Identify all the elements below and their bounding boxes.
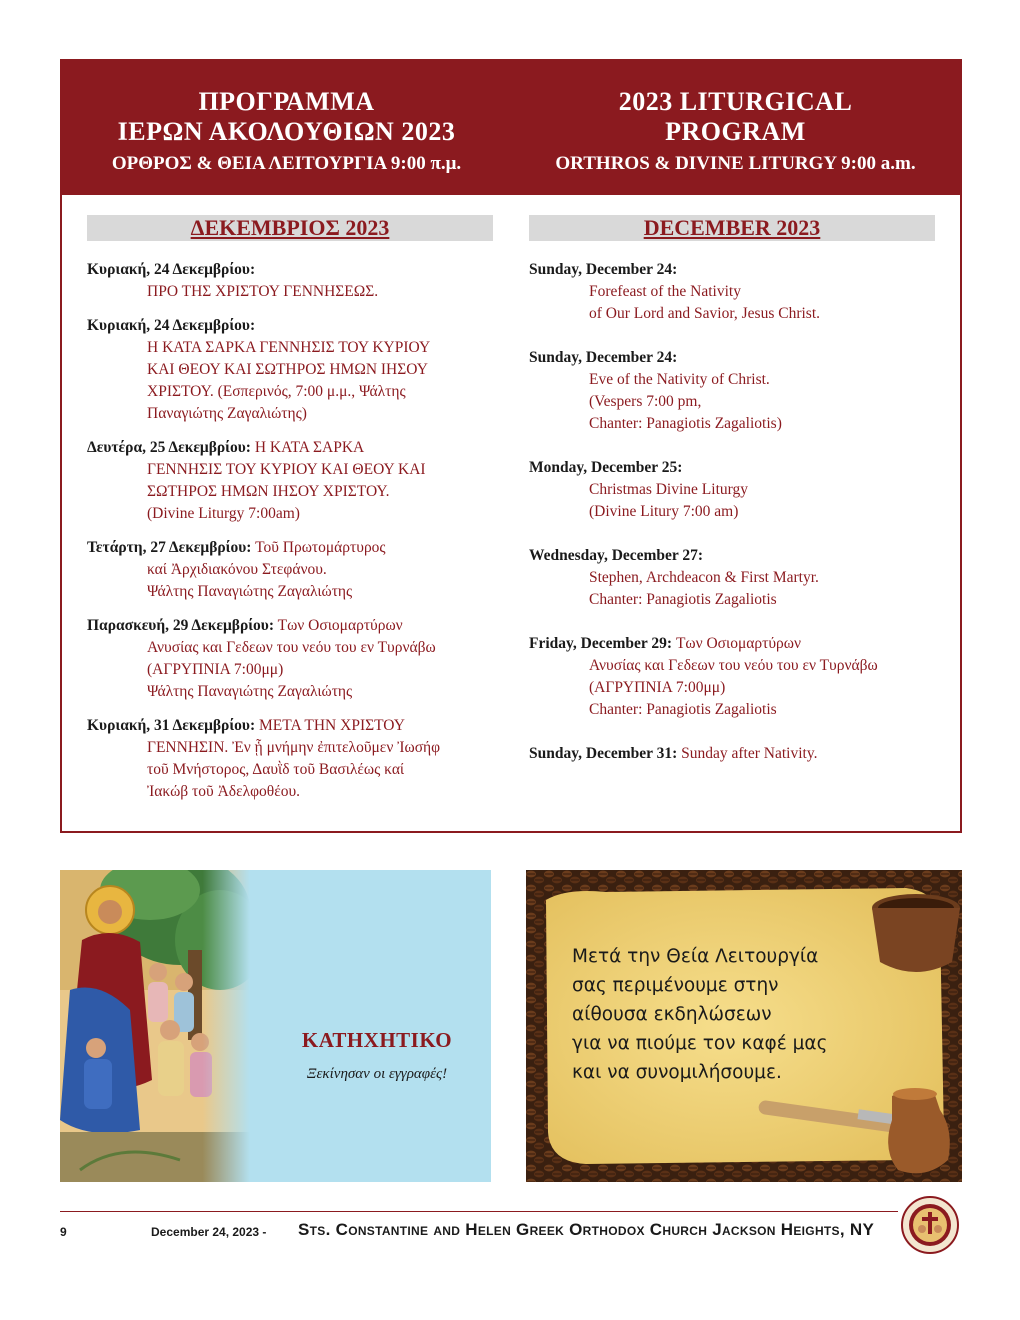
- entry-service-line: ΣΩΤΗΡΟΣ ΗΜΩΝ ΙΗΣΟΥ ΧΡΙΣΤΟΥ.: [147, 483, 390, 500]
- entry-service-line: of Our Lord and Savior, Jesus Christ.: [589, 305, 820, 322]
- entry-service-line: Η ΚΑΤΑ ΣΑΡΚΑ ΓΕΝΝΗΣΙΣ ΤΟΥ ΚΥΡΙΟΥ: [147, 339, 431, 356]
- entry-service-line: ΓΕΝΝΗΣΙΝ. Ἐν ᾗ μνήμην ἐπιτελοῦμεν Ἰωσήφ: [147, 739, 441, 756]
- entry-day: Sunday, December 24:: [529, 261, 678, 278]
- catechism-ad: [60, 870, 491, 1182]
- entry-service-inline: Των Οσιομαρτύρων: [675, 635, 801, 652]
- coffee-ad-line: και να συνομιλήσουμε.: [572, 1062, 782, 1083]
- coffee-ad-line: σας περιμένουμε στην: [572, 975, 779, 996]
- english-schedule-entry: [529, 633, 949, 721]
- greek-schedule-entry: [87, 615, 507, 703]
- greek-schedule-entry: [87, 315, 507, 425]
- english-month-heading: DECEMBER 2023: [529, 215, 935, 241]
- entry-service-line: ΚΑΙ ΘΕΟΥ ΚΑΙ ΣΩΤΗΡΟΣ ΗΜΩΝ ΙΗΣΟΥ: [147, 361, 428, 378]
- entry-service-inline: Sunday after Nativity.: [681, 745, 818, 762]
- entry-service-line: Chanter: Panagiotis Zagaliotis): [589, 415, 782, 432]
- greek-schedule-entry: [87, 537, 507, 603]
- footer-church-name: Sts. Constantine and Helen Greek Orthodox Church Jackson Heights, NY: [298, 1220, 875, 1239]
- entry-service-line: (Divine Liturgy 7:00am): [147, 505, 300, 522]
- entry-service-line: Eve of the Nativity of Christ.: [589, 371, 770, 388]
- entry-service-inline: ΜΕΤΑ ΤΗΝ ΧΡΙΣΤΟΥ: [258, 717, 405, 734]
- english-schedule-entry: [529, 743, 949, 765]
- english-schedule-entry: [529, 457, 949, 523]
- greek-subtitle: ΟΡΘΡΟΣ & ΘΕΙΑ ΛΕΙΤΟΥΡΓΙΑ 9:00 π.μ.: [111, 153, 462, 174]
- page-number: 9: [60, 1225, 67, 1239]
- footer-rule: [60, 1211, 898, 1212]
- entry-service-line: τοῦ Μνήστορος, Δαυῒδ τοῦ Βασιλέως καί: [147, 761, 405, 778]
- english-schedule-entry: [529, 347, 949, 435]
- catechism-subtitle: Ξεκίνησαν οι εγγραφές!: [306, 1066, 448, 1082]
- english-schedule: [529, 259, 949, 787]
- greek-schedule: [87, 259, 507, 815]
- entry-service-line: Ανυσίας και Γεδεων του νεόυ του εν Τυρνάβω: [147, 639, 436, 656]
- coffee-cup-icon: [866, 892, 962, 980]
- coffee-ad-text: [572, 942, 872, 1087]
- entry-service-line: Ψάλτης Παναγιώτης Ζαγαλιώτης: [147, 583, 353, 600]
- entry-service-line: Ἰακώβ τοῦ Ἀδελφοθέου.: [147, 783, 301, 800]
- entry-service-line: (Vespers 7:00 pm,: [589, 393, 702, 410]
- greek-schedule-entry: [87, 715, 507, 803]
- catechism-title: ΚΑΤΗΧΗΤΙΚΟ: [301, 1028, 453, 1052]
- entry-day: Κυριακή, 31 Δεκεμβρίου:: [87, 717, 256, 734]
- footer-date: December 24, 2023 -: [151, 1225, 267, 1239]
- entry-service-line: ΠΡΟ ΤΗΣ ΧΡΙΣΤΟΥ ΓΕΝΝΗΣΕΩΣ.: [147, 283, 379, 300]
- english-subtitle: ORTHROS & DIVINE LITURGY 9:00 a.m.: [555, 153, 916, 174]
- entry-service-line: (ΑΓΡΥΠΝΙΑ 7:00μμ): [147, 661, 284, 678]
- english-schedule-entry: [529, 259, 949, 325]
- english-schedule-entry: [529, 545, 949, 611]
- coffee-hour-ad: [526, 870, 962, 1182]
- entry-service-line: Stephen, Archdeacon & First Martyr.: [589, 569, 819, 586]
- entry-service-line: Chanter: Panagiotis Zagaliotis: [589, 591, 777, 608]
- english-header: [511, 87, 960, 179]
- entry-service-line: Ανυσίας και Γεδεων του νεόυ του εν Τυρνάβω: [589, 657, 878, 674]
- coffee-ad-line: για να πιούμε τον καφέ μας: [572, 1033, 828, 1054]
- program-header: [62, 61, 960, 195]
- coffee-ad-line: Μετά την Θεία Λειτουργία: [572, 946, 819, 967]
- entry-service-line: Παναγιώτης Ζαγαλιώτης): [147, 405, 307, 422]
- entry-day: Δευτέρα, 25 Δεκεμβρίου:: [87, 439, 251, 456]
- greek-schedule-entry: [87, 437, 507, 525]
- entry-service-line: (Divine Litury 7:00 am): [589, 503, 739, 520]
- entry-service-line: (ΑΓΡΥΠΝΙΑ 7:00μμ): [589, 679, 726, 696]
- entry-service-line: Forefeast of the Nativity: [589, 283, 741, 300]
- entry-service-line: Ψάλτης Παναγιώτης Ζαγαλιώτης: [147, 683, 353, 700]
- entry-service-line: Chanter: Panagiotis Zagaliotis: [589, 701, 777, 718]
- church-seal-icon: [901, 1196, 959, 1254]
- entry-service-line: Christmas Divine Liturgy: [589, 481, 749, 498]
- entry-day: Παρασκευή, 29 Δεκεμβρίου:: [87, 617, 275, 634]
- entry-day: Τετάρτη, 27 Δεκεμβρίου:: [87, 539, 252, 556]
- liturgical-program: [60, 59, 962, 833]
- greek-title-line-1: ΠΡΟΓΡΑΜΜΑ: [198, 87, 375, 116]
- english-title-line-2: PROGRAM: [665, 117, 806, 146]
- entry-day: Sunday, December 24:: [529, 349, 678, 366]
- coffee-ad-line: αίθουσα εκδηλώσεων: [572, 1004, 772, 1025]
- entry-day: Κυριακή, 24 Δεκεμβρίου:: [87, 261, 256, 278]
- entry-service-inline: Η ΚΑΤΑ ΣΑΡΚΑ: [254, 439, 365, 456]
- greek-schedule-entry: [87, 259, 507, 303]
- entry-day: Friday, December 29:: [529, 635, 673, 652]
- entry-service-line: καί Ἀρχιδιακόνου Στεφάνου.: [147, 561, 327, 578]
- entry-day: Wednesday, December 27:: [529, 547, 704, 564]
- entry-day: Monday, December 25:: [529, 459, 683, 476]
- greek-month-heading: ΔΕΚΕΜΒΡΙΟΣ 2023: [87, 215, 493, 241]
- greek-title-line-2: ΙΕΡΩΝ ΑΚΟΛΟΥΘΙΩΝ 2023: [117, 117, 456, 146]
- greek-header: [62, 87, 511, 179]
- entry-service-line: ΧΡΙΣΤΟΥ. (Εσπερινός, 7:00 μ.μ., Ψάλτης: [147, 383, 406, 400]
- entry-day: Κυριακή, 24 Δεκεμβρίου:: [87, 317, 256, 334]
- english-title-line-1: 2023 LITURGICAL: [618, 87, 853, 116]
- christ-with-children-icon: [60, 870, 250, 1182]
- entry-service-inline: Των Οσιομαρτύρων: [277, 617, 403, 634]
- entry-service-line: ΓΕΝΝΗΣΙΣ ΤΟΥ ΚΥΡΙΟΥ ΚΑΙ ΘΕΟΥ ΚΑΙ: [147, 461, 426, 478]
- entry-day: Sunday, December 31:: [529, 745, 678, 762]
- entry-service-inline: Τοῦ Πρωτομάρτυρος: [255, 539, 386, 556]
